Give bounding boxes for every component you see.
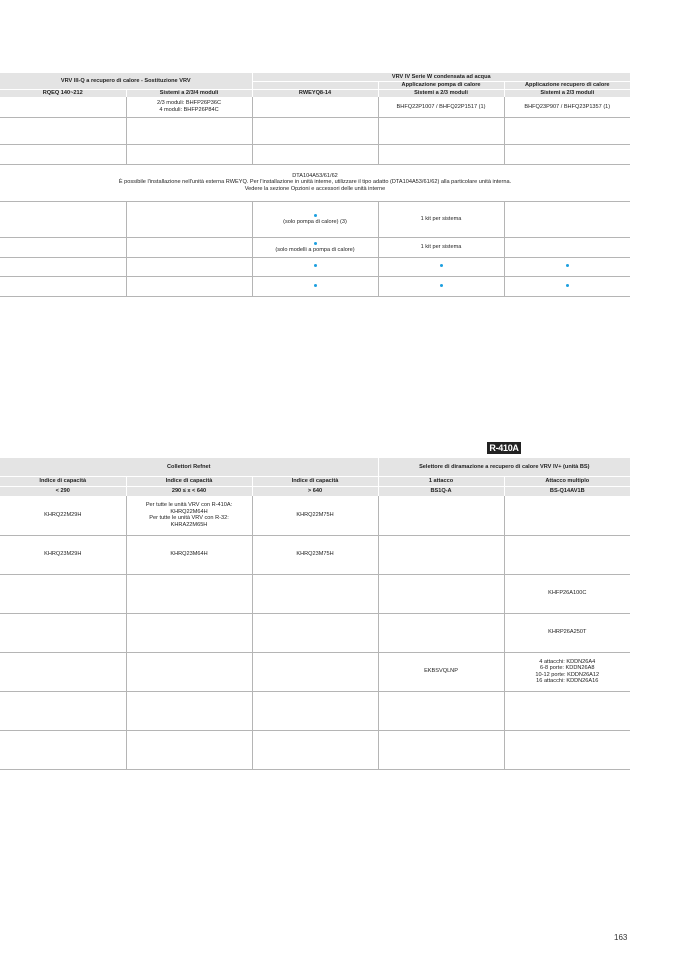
dot-icon (314, 264, 317, 267)
header-sistemi-234: Sistemi a 2/3/4 moduli (126, 89, 252, 97)
group-header-vrv4w: VRV IV Serie W condensata ad acqua (252, 73, 630, 81)
header-app-pompa: Applicazione pompa di calore (378, 81, 504, 89)
cell-bhfp: 2/3 moduli: BHFP26P36C 4 moduli: BHFP26P84C (126, 97, 252, 117)
cell-khfp26a100c: KHFP26A100C (504, 574, 630, 613)
table-row (0, 574, 630, 613)
cell-bhfq23: BHFQ23P907 / BHFQ23P1357 (1) (504, 97, 630, 117)
header-sub-3: > 640 (252, 486, 378, 496)
table-row (0, 117, 630, 144)
header-sub-4: BS1Q-A (378, 486, 504, 496)
group-header-selettore: Selettore di diramazione a recupero di calore VRV IV+ (unità BS) (378, 458, 630, 476)
table-row (0, 97, 630, 117)
table-row (0, 237, 630, 257)
refnet-table (0, 458, 630, 770)
cell-ekbsvqlnp: EKBSVQLNP (378, 652, 504, 691)
dot-icon (440, 264, 443, 267)
table-row (0, 164, 630, 201)
dot-icon (314, 242, 317, 245)
header-indice-3: Indice di capacità (252, 476, 378, 486)
dot-icon (314, 214, 317, 217)
header-sub-1: < 290 (0, 486, 126, 496)
cell-kit-sistema: 1 kit per sistema (378, 201, 504, 237)
table-row (0, 276, 630, 296)
page-number: 163 (614, 933, 628, 942)
header-app-recupero: Applicazione recupero di calore (504, 81, 630, 89)
header-sistemi-23a: Sistemi a 2/3 moduli (378, 89, 504, 97)
cell-khrq22m29h: KHRQ22M29H (0, 496, 126, 535)
cell-khrq22m64h: Per tutte le unità VRV con R-410A: KHRQ22M64H Per tutte le unità VRV con R-32: KHRA22M65H (126, 496, 252, 535)
header-sub-2: 290 ≤ x < 640 (126, 486, 252, 496)
table-row (0, 730, 630, 769)
table-row (0, 144, 630, 164)
table-row (0, 652, 630, 691)
cell-khrp26a250t: KHRP26A250T (504, 613, 630, 652)
refrigerant-badge: R-410A (487, 442, 521, 454)
table-row (0, 691, 630, 730)
header-1-attacco: 1 attacco (378, 476, 504, 486)
table-row (0, 201, 630, 237)
dot-icon (566, 284, 569, 287)
table-row (0, 496, 630, 535)
dta104-note: DTA104A53/61/62 È possibile l'installazione nell'unità esterna RWEYQ. Per l'installazione in unità interne, utilizzare il tipo adatto (DTA104A53/61/62) alla particolare unità interna. Vedere la sezione Opzioni e accessori delle unità interne (0, 164, 630, 201)
dot-icon (440, 284, 443, 287)
header-sistemi-23b: Sistemi a 2/3 moduli (504, 89, 630, 97)
cell-kit-sistema: 1 kit per sistema (378, 237, 504, 257)
header-indice-2: Indice di capacità (126, 476, 252, 486)
header-rweyq: RWEYQ8-14 (252, 89, 378, 97)
cell-bhfq22: BHFQ22P1007 / BHFQ22P1517 (1) (378, 97, 504, 117)
table-row (0, 535, 630, 574)
cell-solo-modelli: (solo modelli a pompa di calore) (275, 247, 355, 253)
cell-khrq23m75h: KHRQ23M75H (252, 535, 378, 574)
cell-kddn-list: 4 attacchi: KDDN26A4 6-8 porte: KDDN26A8 10-12 porte: KDDN26A12 16 attacchi: KDDN26A16 (504, 652, 630, 691)
group-header-refnet: Collettori Refnet (0, 458, 378, 476)
header-empty (252, 81, 378, 89)
cell-khrq23m29h: KHRQ23M29H (0, 535, 126, 574)
cell-khrq23m64h: KHRQ23M64H (126, 535, 252, 574)
header-indice-1: Indice di capacità (0, 476, 126, 486)
vrv-accessories-table (0, 73, 630, 297)
table-row (0, 257, 630, 276)
header-rqeq: RQEQ 140~212 (0, 89, 126, 97)
dot-icon (566, 264, 569, 267)
cell-solo-pompa: (solo pompa di calore) (3) (283, 219, 347, 225)
table-row (0, 613, 630, 652)
cell-khrq22m75h: KHRQ22M75H (252, 496, 378, 535)
dot-icon (314, 284, 317, 287)
group-header-vrv3: VRV III-Q a recupero di calore - Sostituzione VRV (0, 73, 252, 89)
header-sub-5: BS-Q14AV1B (504, 486, 630, 496)
header-attacco-multiplo: Attacco multiplo (504, 476, 630, 486)
